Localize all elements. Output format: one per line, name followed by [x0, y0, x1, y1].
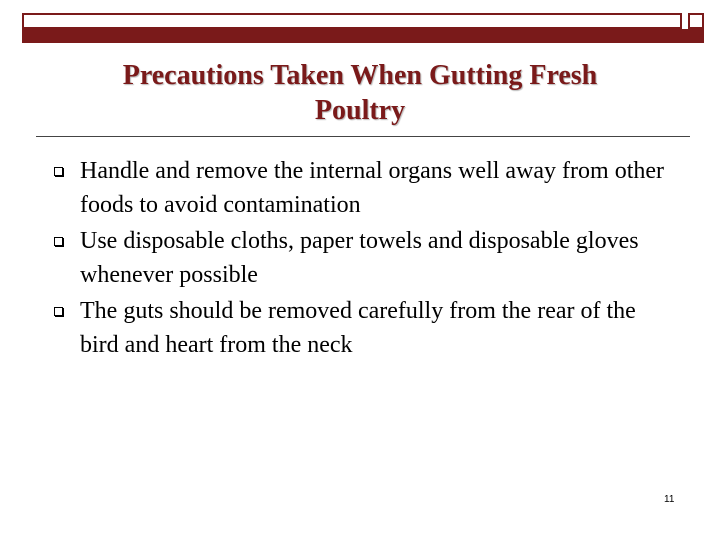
- top-bar-outline: [22, 13, 682, 29]
- bullet-text: The guts should be removed carefully from the rear of the bird and heart from the neck: [80, 298, 636, 358]
- bullet-item: [40, 154, 680, 222]
- page-number: 11: [664, 494, 675, 505]
- slide-title: [60, 58, 660, 128]
- hollow-square-bullet-icon: [54, 307, 63, 316]
- title-divider: [36, 136, 690, 137]
- top-decorative-bar: [22, 13, 698, 43]
- top-bar-fill: [22, 29, 698, 43]
- hollow-square-bullet-icon: [54, 167, 63, 176]
- bullet-item: [40, 294, 680, 362]
- slide-title-line-1: Precautions Taken When Gutting Fresh: [122, 60, 598, 91]
- hollow-square-bullet-icon: [54, 237, 63, 246]
- bullet-list: [40, 154, 680, 364]
- corner-square-outline: [688, 13, 704, 29]
- corner-square-fill: [688, 29, 704, 43]
- bullet-text: Handle and remove the internal organs well away from other foods to avoid contamination: [80, 158, 665, 218]
- slide-title-line-2: Poultry: [314, 95, 406, 126]
- bullet-text: Use disposable cloths, paper towels and disposable gloves whenever possible: [80, 228, 639, 288]
- bullet-item: [40, 224, 680, 292]
